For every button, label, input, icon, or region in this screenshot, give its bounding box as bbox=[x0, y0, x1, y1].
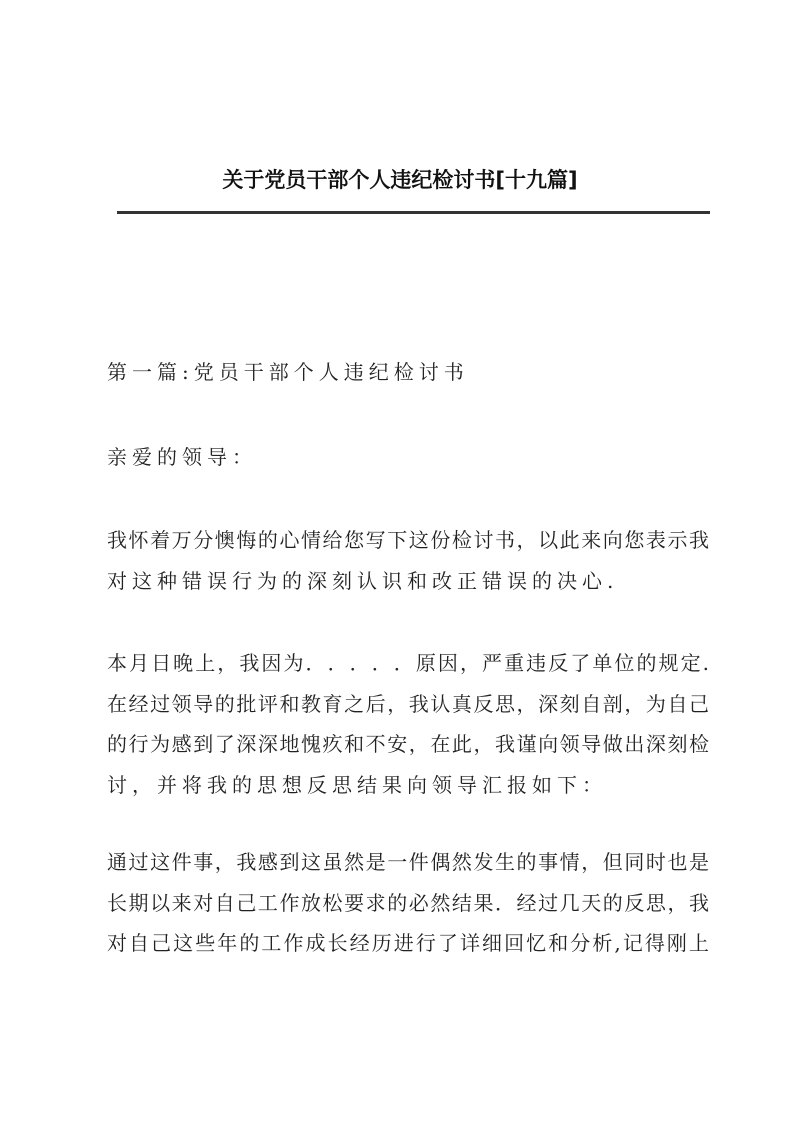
paragraph-2 bbox=[107, 643, 709, 805]
section-heading bbox=[107, 352, 709, 393]
paragraph-line: 对​自​己​这​些​年​的​工​作​成​长​经​历​进​行​了​详​细​回​忆​和​分​析​,​记​得​刚​上 bbox=[107, 931, 709, 955]
paragraph-line: 在​经​过​领​导​的​批​评​和​教​育​之​后​，​我​认​真​反​思​，​深​刻​自​剖​，​为​自​己 bbox=[107, 691, 709, 716]
paragraph-3 bbox=[107, 842, 709, 964]
paragraph-line: 我​怀​着​万​分​懊​悔​的​心​情​给​您​写​下​这​份​检​讨​书​，​以​此​来​向​您​表​示​我 bbox=[107, 528, 709, 552]
salutation-text: 亲爱的领导： bbox=[107, 445, 257, 469]
paragraph-1 bbox=[107, 520, 709, 601]
salutation bbox=[107, 437, 709, 478]
paragraph-line: 长​期​以​来​对​自​己​工​作​放​松​要​求​的​必​然​结​果​．​经​过​几​天​的​反​思​，​我 bbox=[107, 890, 709, 915]
document-title: 关于党员干部个人违纪检讨书[十九篇] bbox=[222, 168, 578, 192]
paragraph-line: 对这种错误行为的深刻认识和改正错误的决心. bbox=[107, 568, 619, 593]
paragraph-line: 的​行​为​感​到​了​深​深​地​愧​疚​和​不​安​，​在​此​，​我​谨​向​领​导​做​出​深​刻​检 bbox=[107, 732, 709, 756]
paragraph-line: 本​月​日​晚​上​，​我​因​为​．​．​．​．​．​原​因​，​严​重​违​反​了​单​位​的​规​定​. bbox=[107, 651, 709, 675]
title-divider bbox=[117, 211, 710, 214]
section-heading-text: 第一篇:党员干部个人违纪检讨书 bbox=[107, 360, 469, 384]
paragraph-line: 讨，并将我的思想反思结果向领导汇报如下： bbox=[107, 772, 607, 797]
paragraph-line: 通​过​这​件​事​，​我​感​到​这​虽​然​是​一​件​偶​然​发​生​的​事​情​，​但​同​时​也​是 bbox=[107, 850, 709, 874]
